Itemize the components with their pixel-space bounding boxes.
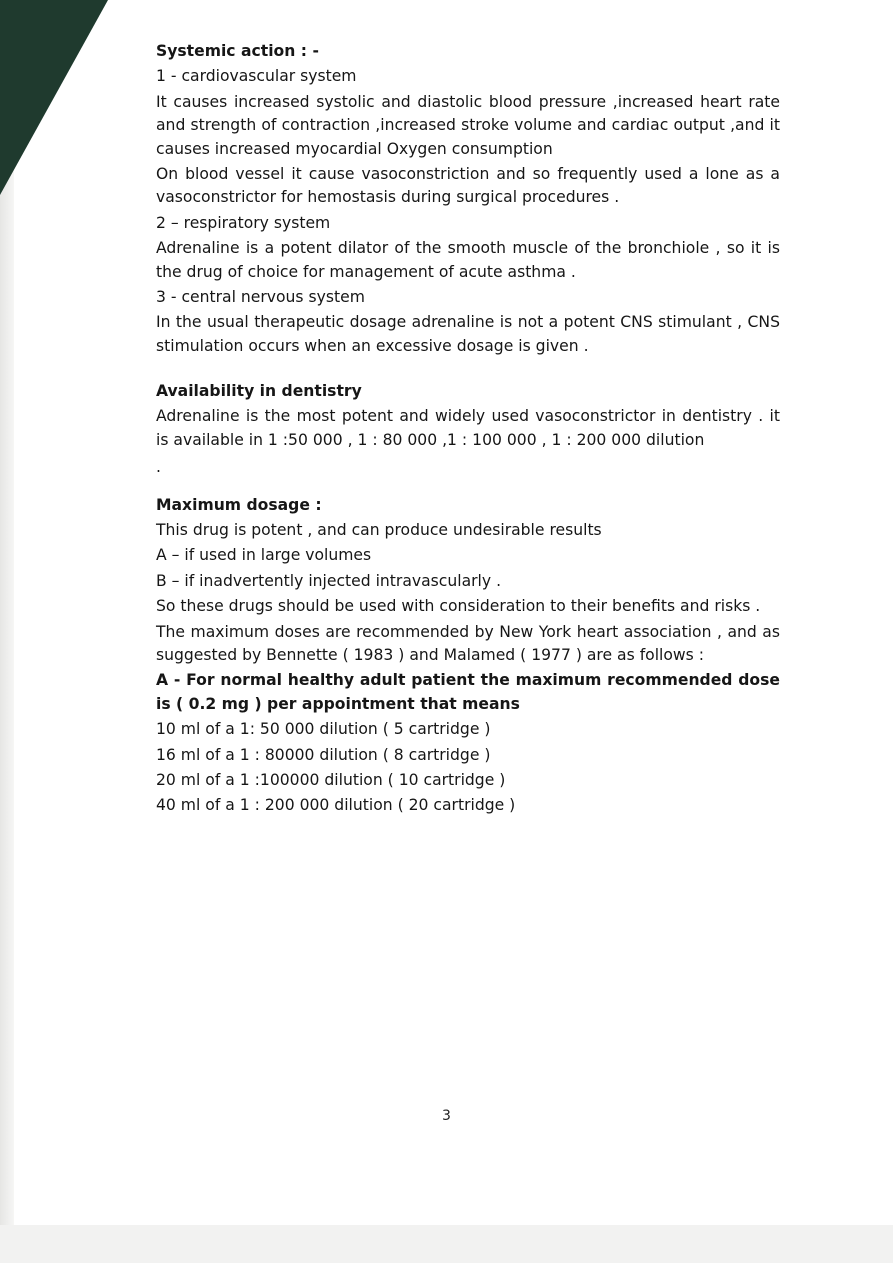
heading-availability: Availability in dentistry [156, 382, 362, 401]
heading-maximum-dosage: Maximum dosage : [156, 495, 322, 514]
paragraph-availability: Adrenaline is the most potent and widely used vasoconstrictor in dentistry . it is available in 1 :50 000 , 1 : 80 000 ,1 : 100 000 , 1 : 200 000 dilution [156, 407, 780, 449]
dose-line-3: 20 ml of a 1 :100000 dilution ( 10 cartridge ) [156, 770, 506, 789]
list-item-a: A – if used in large volumes [156, 546, 372, 565]
paragraph-respiratory: Adrenaline is a potent dilator of the smooth muscle of the bronchiole , so it is the drug of choice for management of acute asthma . [156, 239, 780, 281]
dose-line-2: 16 ml of a 1 : 80000 dilution ( 8 cartridge ) [156, 745, 491, 764]
paragraph-cardiovascular-effects: It causes increased systolic and diastolic blood pressure ,increased heart rate and strength of contraction ,increased stroke volume and cardiac output ,and it causes increased myocardial Oxygen consumption [156, 92, 780, 158]
heading-systemic-action: Systemic action : - [156, 42, 319, 60]
paragraph-blood-vessel: On blood vessel it cause vasoconstriction and so frequently used a lone as a vasoconstrictor for hemostasis during surgical procedures . [156, 164, 780, 207]
subheading-respiratory: 2 – respiratory system [156, 213, 331, 232]
document-body [156, 40, 780, 820]
paragraph-consideration: So these drugs should be used with consideration to their benefits and risks . [156, 597, 761, 616]
subheading-cns: 3 - central nervous system [156, 287, 365, 306]
paragraph-cns: In the usual therapeutic dosage adrenaline is not a potent CNS stimulant , CNS stimulation occurs when an excessive dosage is given . [156, 313, 780, 355]
paragraph-potent: This drug is potent , and can produce undesirable results [156, 521, 602, 540]
dose-line-4: 40 ml of a 1 : 200 000 dilution ( 20 cartridge ) [156, 796, 516, 815]
stray-dot: . [156, 458, 161, 477]
page-number: 3 [442, 1108, 451, 1124]
scan-bottom-edge [0, 1225, 893, 1263]
heading-healthy-adult: A - For normal healthy adult patient the maximum recommended dose is ( 0.2 mg ) per appointment that means [156, 671, 780, 713]
dose-line-1: 10 ml of a 1: 50 000 dilution ( 5 cartridge ) [156, 720, 491, 739]
list-item-b: B – if inadvertently injected intravascularly . [156, 571, 502, 590]
paragraph-recommendations: The maximum doses are recommended by New York heart association , and as suggested by Bennette ( 1983 ) and Malamed ( 1977 ) are as follows : [156, 622, 780, 664]
scan-corner-fold [0, 0, 108, 195]
subheading-cardiovascular: 1 - cardiovascular system [156, 67, 357, 86]
